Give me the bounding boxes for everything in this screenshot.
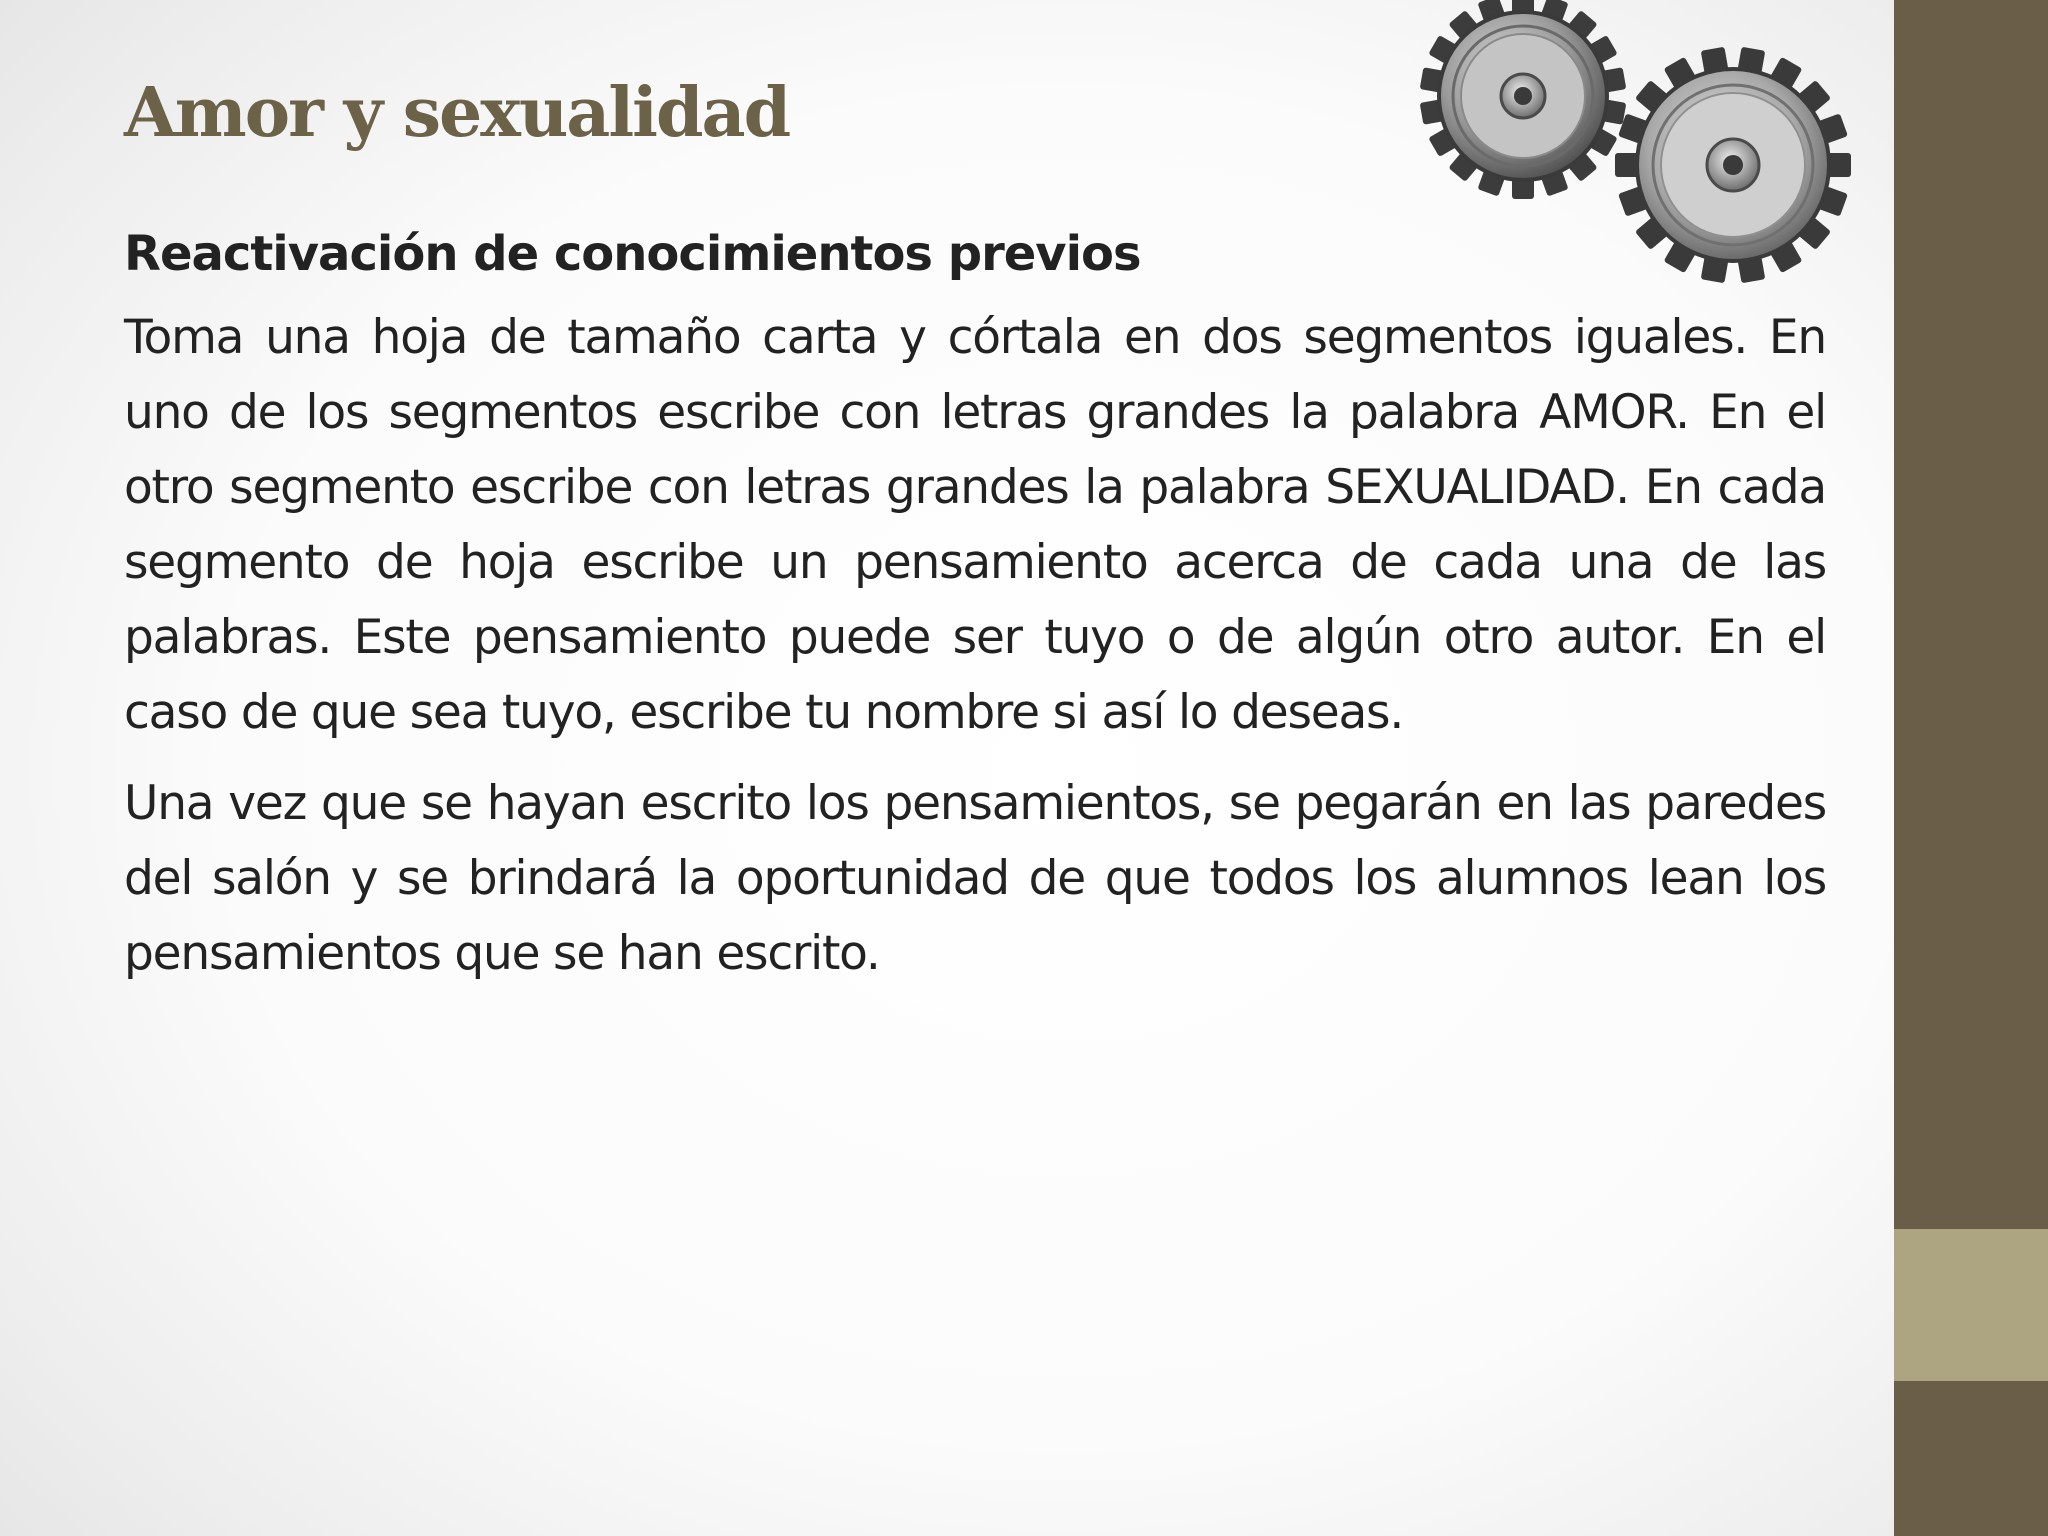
slide-content bbox=[124, 218, 1826, 1007]
slide-title: Amor y sexualidad bbox=[124, 73, 790, 153]
gear-left bbox=[1420, 0, 1627, 199]
paragraph-followup: Una vez que se hayan escrito los pensamientos, se pegarán en las paredes del salón y se brindará la oportunidad de que todos los alumnos lean los pensamientos que se han escrito. bbox=[124, 776, 1826, 981]
sidebar-accent-block bbox=[1894, 1229, 2048, 1381]
paragraph-instructions: Toma una hoja de tamaño carta y córtala en dos segmentos iguales. En uno de los segmentos escribe con letras grandes la palabra AMOR. En el otro segmento escribe con letras grandes la palabra SEXUALIDAD. En cada segmento de hoja escribe un pensamiento acerca de cada una de las palabras. Este pensamiento puede ser tuyo o de algún otro autor. En el caso de que sea tuyo, escribe tu nombre si así lo deseas. bbox=[124, 310, 1826, 740]
slide-subheading: Reactivación de conocimientos previos bbox=[124, 226, 1141, 282]
